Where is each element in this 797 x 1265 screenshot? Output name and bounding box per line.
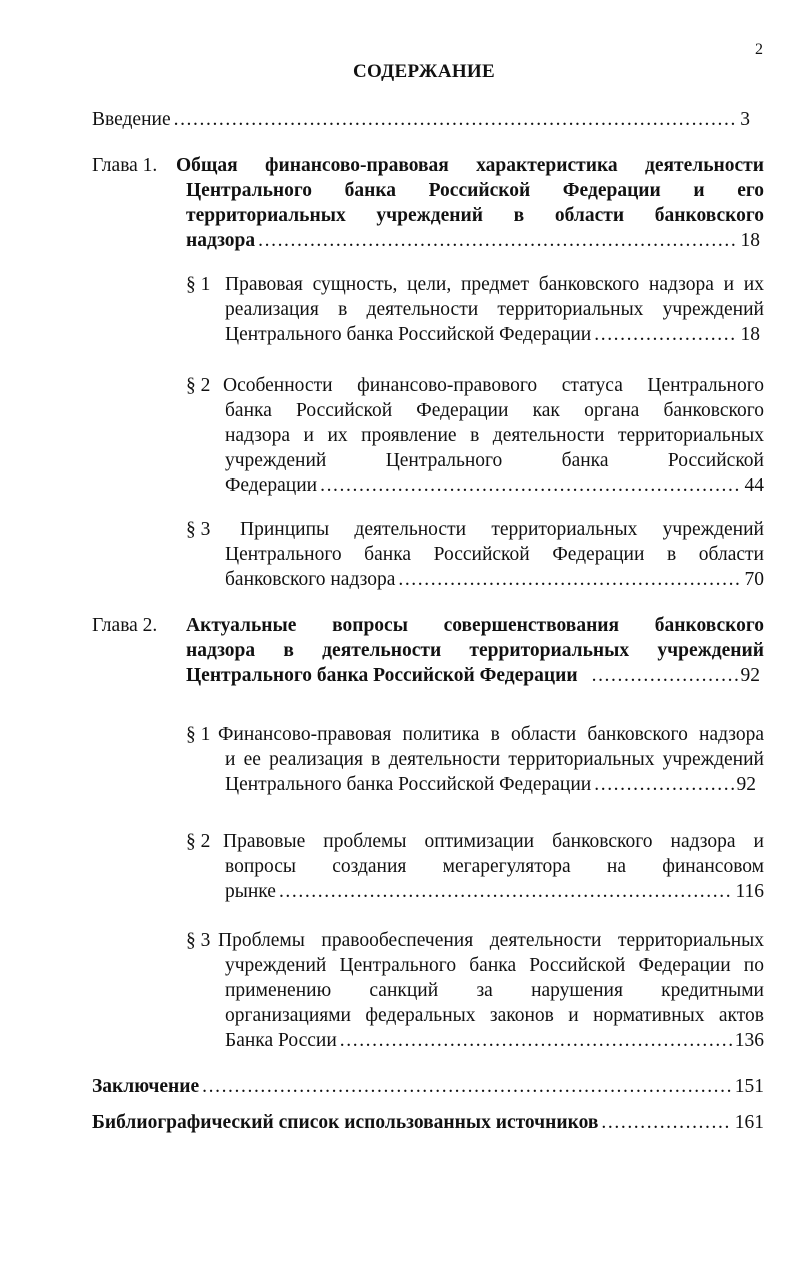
toc-entry-text: банковского надзора: [225, 569, 396, 590]
toc-entry-page: 92: [736, 774, 756, 795]
leader-dots: [174, 107, 738, 132]
chapter-1-title-line: территориальных учреждений в области банковского: [186, 205, 764, 226]
toc-entry-page: 3: [740, 109, 750, 130]
section-title-line: банка Российской Федерации как органа банковского: [225, 400, 764, 421]
section-title-line: учреждений Центрального банка Российской Федерации по: [225, 955, 764, 976]
leader-dots: [202, 1074, 732, 1099]
chapter-1-title-line: Центрального банка Российской Федерации и его: [186, 180, 764, 201]
leader-dots: [594, 772, 733, 797]
leader-dots: [340, 1028, 732, 1053]
section-title-line: и ее реализация в деятельности территориальных учреждений: [225, 749, 764, 770]
section-title-line: Правовые проблемы оптимизации банковского надзора и: [223, 831, 764, 852]
section-mark: § 3: [186, 519, 211, 540]
toc-entry-page: 44: [744, 475, 764, 496]
leader-dots: [320, 473, 741, 498]
toc-entry-section-1-3[interactable]: [225, 567, 764, 592]
section-mark: § 2: [186, 831, 211, 852]
toc-entry-text: Центрального банка Российской Федерации: [186, 665, 578, 686]
section-title-line: Финансово-правовая политика в области банковского надзора: [218, 724, 764, 745]
toc-entry-page: 70: [744, 569, 764, 590]
toc-entry-intro[interactable]: [92, 107, 750, 132]
chapter-1-title-line: Общая финансово-правовая характеристика деятельности: [176, 155, 764, 176]
section-title-line: учреждений Центрального банка Российской: [225, 450, 764, 471]
toc-entry-text: Банка России: [225, 1030, 337, 1051]
toc-entry-conclusion[interactable]: [92, 1074, 764, 1099]
toc-entry-chapter-2[interactable]: [186, 663, 760, 688]
section-title-line: применению санкций за нарушения кредитными: [225, 980, 764, 1001]
toc-entry-page: 18: [740, 324, 760, 345]
section-title-line: организациями федеральных законов и нормативных актов: [225, 1005, 764, 1026]
toc-entry-section-2-1[interactable]: [225, 772, 756, 797]
toc-entry-text: рынке: [225, 881, 276, 902]
section-title-line: Правовая сущность, цели, предмет банковского надзора и их: [225, 274, 764, 295]
toc-entry-text: Заключение: [92, 1076, 200, 1097]
leader-dots: [601, 1110, 731, 1135]
section-mark: § 3: [186, 930, 211, 951]
toc-entry-text: Центрального банка Российской Федерации: [225, 324, 592, 345]
toc-entry-text: надзора: [186, 230, 256, 251]
leader-dots: [398, 567, 741, 592]
toc-entry-text: Центрального банка Российской Федерации: [225, 774, 592, 795]
section-title-line: Центрального банка Российской Федерации в области: [225, 544, 764, 565]
toc-entry-page: 151: [734, 1076, 764, 1097]
toc-title: СОДЕРЖАНИЕ: [353, 61, 495, 82]
toc-entry-section-1-1[interactable]: [225, 322, 760, 347]
chapter-2-title-line: Актуальные вопросы совершенствования банковского: [186, 615, 764, 636]
toc-entry-bibliography[interactable]: [92, 1110, 764, 1135]
section-mark: § 2: [186, 375, 211, 396]
leader-dots: [592, 663, 738, 688]
toc-entry-section-2-2[interactable]: [225, 879, 764, 904]
section-mark: § 1: [186, 274, 211, 295]
chapter-1-label: Глава 1.: [92, 155, 158, 176]
leader-dots: [258, 228, 737, 253]
toc-entry-page: 92: [740, 665, 760, 686]
toc-entry-section-2-3[interactable]: [225, 1028, 764, 1053]
section-mark: § 1: [186, 724, 211, 745]
toc-entry-text: Библиографический список использованных источников: [92, 1112, 599, 1133]
toc-entry-chapter-1[interactable]: [186, 228, 760, 253]
leader-dots: [594, 322, 737, 347]
toc-entry-page: 116: [735, 881, 764, 902]
section-title-line: вопросы создания мегарегулятора на финансовом: [225, 856, 764, 877]
toc-entry-section-1-2[interactable]: [225, 473, 764, 498]
section-title-line: Принципы деятельности территориальных учреждений: [240, 519, 764, 540]
section-title-line: Проблемы правообеспечения деятельности территориальных: [218, 930, 764, 951]
section-title-line: надзора и их проявление в деятельности территориальных: [225, 425, 764, 446]
page-number: 2: [755, 41, 763, 58]
chapter-2-label: Глава 2.: [92, 615, 158, 636]
toc-entry-page: 161: [734, 1112, 764, 1133]
toc-entry-page: 136: [734, 1030, 764, 1051]
toc-entry-text: Введение: [92, 109, 171, 130]
leader-dots: [279, 879, 733, 904]
toc-entry-page: 18: [740, 230, 760, 251]
chapter-2-title-line: надзора в деятельности территориальных учреждений: [186, 640, 764, 661]
section-title-line: реализация в деятельности территориальных учреждений: [225, 299, 764, 320]
toc-entry-text: Федерации: [225, 475, 318, 496]
section-title-line: Особенности финансово-правового статуса Центрального: [223, 375, 764, 396]
